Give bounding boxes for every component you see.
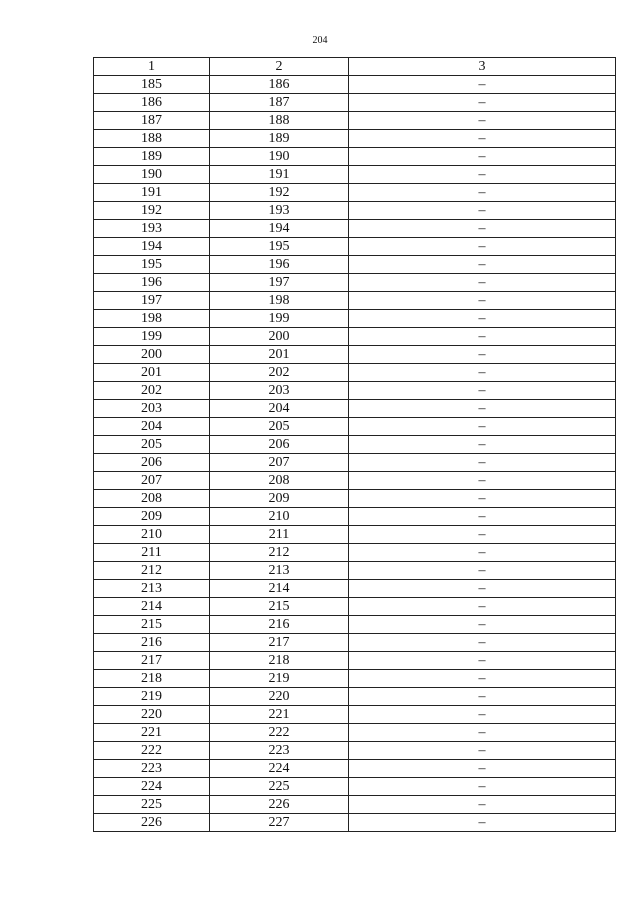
- table-cell-col-1: 199: [94, 328, 210, 346]
- table-cell-col-1: 212: [94, 562, 210, 580]
- table-cell-col-2: 197: [210, 274, 349, 292]
- table-row: [94, 652, 616, 670]
- table-cell-col-3: –: [349, 76, 616, 94]
- table-row: [94, 742, 616, 760]
- table-cell-col-3: –: [349, 598, 616, 616]
- table-row: [94, 598, 616, 616]
- table-row: [94, 184, 616, 202]
- table-cell-col-2: 192: [210, 184, 349, 202]
- table-row: [94, 670, 616, 688]
- table-cell-col-3: –: [349, 454, 616, 472]
- table-cell-col-2: 206: [210, 436, 349, 454]
- table-cell-col-3: –: [349, 778, 616, 796]
- table-row: [94, 778, 616, 796]
- table-cell-col-2: 227: [210, 814, 349, 832]
- table-cell-col-1: 220: [94, 706, 210, 724]
- table-row: [94, 490, 616, 508]
- table-row: [94, 220, 616, 238]
- table-row: [94, 706, 616, 724]
- table-row: [94, 94, 616, 112]
- table-row: [94, 472, 616, 490]
- table-cell-col-3: –: [349, 616, 616, 634]
- table-cell-col-1: 223: [94, 760, 210, 778]
- table-cell-col-2: 194: [210, 220, 349, 238]
- table-cell-col-1: 219: [94, 688, 210, 706]
- column-header-1: 1: [94, 58, 210, 76]
- table-cell-col-1: 191: [94, 184, 210, 202]
- table-cell-col-3: –: [349, 418, 616, 436]
- table-cell-col-1: 216: [94, 634, 210, 652]
- data-table: [93, 57, 616, 832]
- table-cell-col-3: –: [349, 796, 616, 814]
- table-row: [94, 796, 616, 814]
- table-cell-col-1: 189: [94, 148, 210, 166]
- table-cell-col-1: 194: [94, 238, 210, 256]
- table-cell-col-2: 200: [210, 328, 349, 346]
- table-cell-col-2: 187: [210, 94, 349, 112]
- table-cell-col-1: 192: [94, 202, 210, 220]
- table-cell-col-3: –: [349, 130, 616, 148]
- table-cell-col-3: –: [349, 706, 616, 724]
- table-cell-col-1: 195: [94, 256, 210, 274]
- table-row: [94, 580, 616, 598]
- table-row: [94, 400, 616, 418]
- table-row: [94, 130, 616, 148]
- table-cell-col-3: –: [349, 742, 616, 760]
- table-cell-col-2: 215: [210, 598, 349, 616]
- table-body: [94, 76, 616, 832]
- table-cell-col-1: 217: [94, 652, 210, 670]
- table-row: [94, 202, 616, 220]
- table-cell-col-2: 190: [210, 148, 349, 166]
- table-cell-col-1: 190: [94, 166, 210, 184]
- table-cell-col-1: 185: [94, 76, 210, 94]
- table-row: [94, 166, 616, 184]
- table-cell-col-1: 208: [94, 490, 210, 508]
- table-cell-col-3: –: [349, 382, 616, 400]
- table-cell-col-3: –: [349, 148, 616, 166]
- table-cell-col-1: 198: [94, 310, 210, 328]
- table-cell-col-3: –: [349, 652, 616, 670]
- table-cell-col-2: 217: [210, 634, 349, 652]
- table-cell-col-1: 218: [94, 670, 210, 688]
- table-cell-col-1: 226: [94, 814, 210, 832]
- table-row: [94, 724, 616, 742]
- table-row: [94, 76, 616, 94]
- table-cell-col-2: 195: [210, 238, 349, 256]
- table-row: [94, 436, 616, 454]
- table-cell-col-1: 204: [94, 418, 210, 436]
- table-row: [94, 346, 616, 364]
- table-cell-col-1: 211: [94, 544, 210, 562]
- table-row: [94, 256, 616, 274]
- table-row: [94, 418, 616, 436]
- table-cell-col-2: 186: [210, 76, 349, 94]
- table-cell-col-3: –: [349, 400, 616, 418]
- table-row: [94, 238, 616, 256]
- table-cell-col-3: –: [349, 274, 616, 292]
- table-cell-col-2: 223: [210, 742, 349, 760]
- table-cell-col-3: –: [349, 526, 616, 544]
- table-row: [94, 634, 616, 652]
- table-cell-col-3: –: [349, 508, 616, 526]
- table-row: [94, 148, 616, 166]
- table-row: [94, 274, 616, 292]
- table-cell-col-3: –: [349, 670, 616, 688]
- table-row: [94, 688, 616, 706]
- table-cell-col-2: 222: [210, 724, 349, 742]
- table-cell-col-3: –: [349, 202, 616, 220]
- table-cell-col-1: 222: [94, 742, 210, 760]
- table-cell-col-2: 225: [210, 778, 349, 796]
- table-cell-col-1: 188: [94, 130, 210, 148]
- table-row: [94, 364, 616, 382]
- table-cell-col-1: 205: [94, 436, 210, 454]
- table-cell-col-3: –: [349, 94, 616, 112]
- table-cell-col-2: 199: [210, 310, 349, 328]
- table-cell-col-3: –: [349, 166, 616, 184]
- table-row: [94, 616, 616, 634]
- table-cell-col-2: 213: [210, 562, 349, 580]
- table-cell-col-1: 209: [94, 508, 210, 526]
- table-cell-col-2: 210: [210, 508, 349, 526]
- table-cell-col-3: –: [349, 544, 616, 562]
- table-row: [94, 760, 616, 778]
- page-number: 204: [312, 35, 328, 46]
- table-cell-col-3: –: [349, 814, 616, 832]
- table-cell-col-2: 218: [210, 652, 349, 670]
- table-cell-col-1: 202: [94, 382, 210, 400]
- table-cell-col-1: 214: [94, 598, 210, 616]
- table-cell-col-1: 221: [94, 724, 210, 742]
- table-cell-col-2: 216: [210, 616, 349, 634]
- table-cell-col-2: 226: [210, 796, 349, 814]
- table-cell-col-3: –: [349, 634, 616, 652]
- table-cell-col-1: 203: [94, 400, 210, 418]
- table-cell-col-3: –: [349, 760, 616, 778]
- table-cell-col-3: –: [349, 292, 616, 310]
- table-cell-col-2: 188: [210, 112, 349, 130]
- table-cell-col-2: 202: [210, 364, 349, 382]
- table-cell-col-3: –: [349, 562, 616, 580]
- table-cell-col-3: –: [349, 472, 616, 490]
- table-cell-col-3: –: [349, 328, 616, 346]
- table-cell-col-3: –: [349, 688, 616, 706]
- table-cell-col-2: 205: [210, 418, 349, 436]
- table-cell-col-3: –: [349, 256, 616, 274]
- table-cell-col-1: 210: [94, 526, 210, 544]
- table-cell-col-1: 224: [94, 778, 210, 796]
- table-cell-col-2: 189: [210, 130, 349, 148]
- table-cell-col-1: 225: [94, 796, 210, 814]
- table-cell-col-3: –: [349, 436, 616, 454]
- table-cell-col-2: 220: [210, 688, 349, 706]
- table-cell-col-1: 187: [94, 112, 210, 130]
- table-cell-col-3: –: [349, 112, 616, 130]
- table-cell-col-2: 191: [210, 166, 349, 184]
- table-cell-col-1: 186: [94, 94, 210, 112]
- table-cell-col-2: 207: [210, 454, 349, 472]
- table-cell-col-1: 200: [94, 346, 210, 364]
- table-cell-col-1: 193: [94, 220, 210, 238]
- table-row: [94, 112, 616, 130]
- table-cell-col-3: –: [349, 364, 616, 382]
- table-cell-col-3: –: [349, 220, 616, 238]
- table-cell-col-2: 211: [210, 526, 349, 544]
- table-cell-col-2: 224: [210, 760, 349, 778]
- table-cell-col-3: –: [349, 724, 616, 742]
- table-row: [94, 454, 616, 472]
- table-cell-col-1: 206: [94, 454, 210, 472]
- table-cell-col-2: 203: [210, 382, 349, 400]
- table-cell-col-3: –: [349, 238, 616, 256]
- table-cell-col-1: 207: [94, 472, 210, 490]
- table-header-row: [94, 58, 616, 76]
- table-cell-col-3: –: [349, 346, 616, 364]
- table-cell-col-2: 208: [210, 472, 349, 490]
- table-cell-col-2: 212: [210, 544, 349, 562]
- table-row: [94, 382, 616, 400]
- table-row: [94, 310, 616, 328]
- table-cell-col-2: 201: [210, 346, 349, 364]
- table-row: [94, 562, 616, 580]
- table-cell-col-2: 198: [210, 292, 349, 310]
- table-cell-col-2: 219: [210, 670, 349, 688]
- table-cell-col-3: –: [349, 580, 616, 598]
- table-cell-col-2: 204: [210, 400, 349, 418]
- table-row: [94, 814, 616, 832]
- column-header-2: 2: [210, 58, 349, 76]
- table-cell-col-1: 215: [94, 616, 210, 634]
- table-row: [94, 508, 616, 526]
- table-cell-col-1: 201: [94, 364, 210, 382]
- table-cell-col-2: 221: [210, 706, 349, 724]
- table-cell-col-3: –: [349, 184, 616, 202]
- table-row: [94, 292, 616, 310]
- table-cell-col-2: 196: [210, 256, 349, 274]
- table-cell-col-1: 213: [94, 580, 210, 598]
- table-cell-col-2: 214: [210, 580, 349, 598]
- table-row: [94, 328, 616, 346]
- table-row: [94, 544, 616, 562]
- table-cell-col-2: 209: [210, 490, 349, 508]
- table-cell-col-2: 193: [210, 202, 349, 220]
- table-row: [94, 526, 616, 544]
- column-header-3: 3: [349, 58, 616, 76]
- table-cell-col-1: 197: [94, 292, 210, 310]
- table-cell-col-1: 196: [94, 274, 210, 292]
- table-cell-col-3: –: [349, 310, 616, 328]
- table-cell-col-3: –: [349, 490, 616, 508]
